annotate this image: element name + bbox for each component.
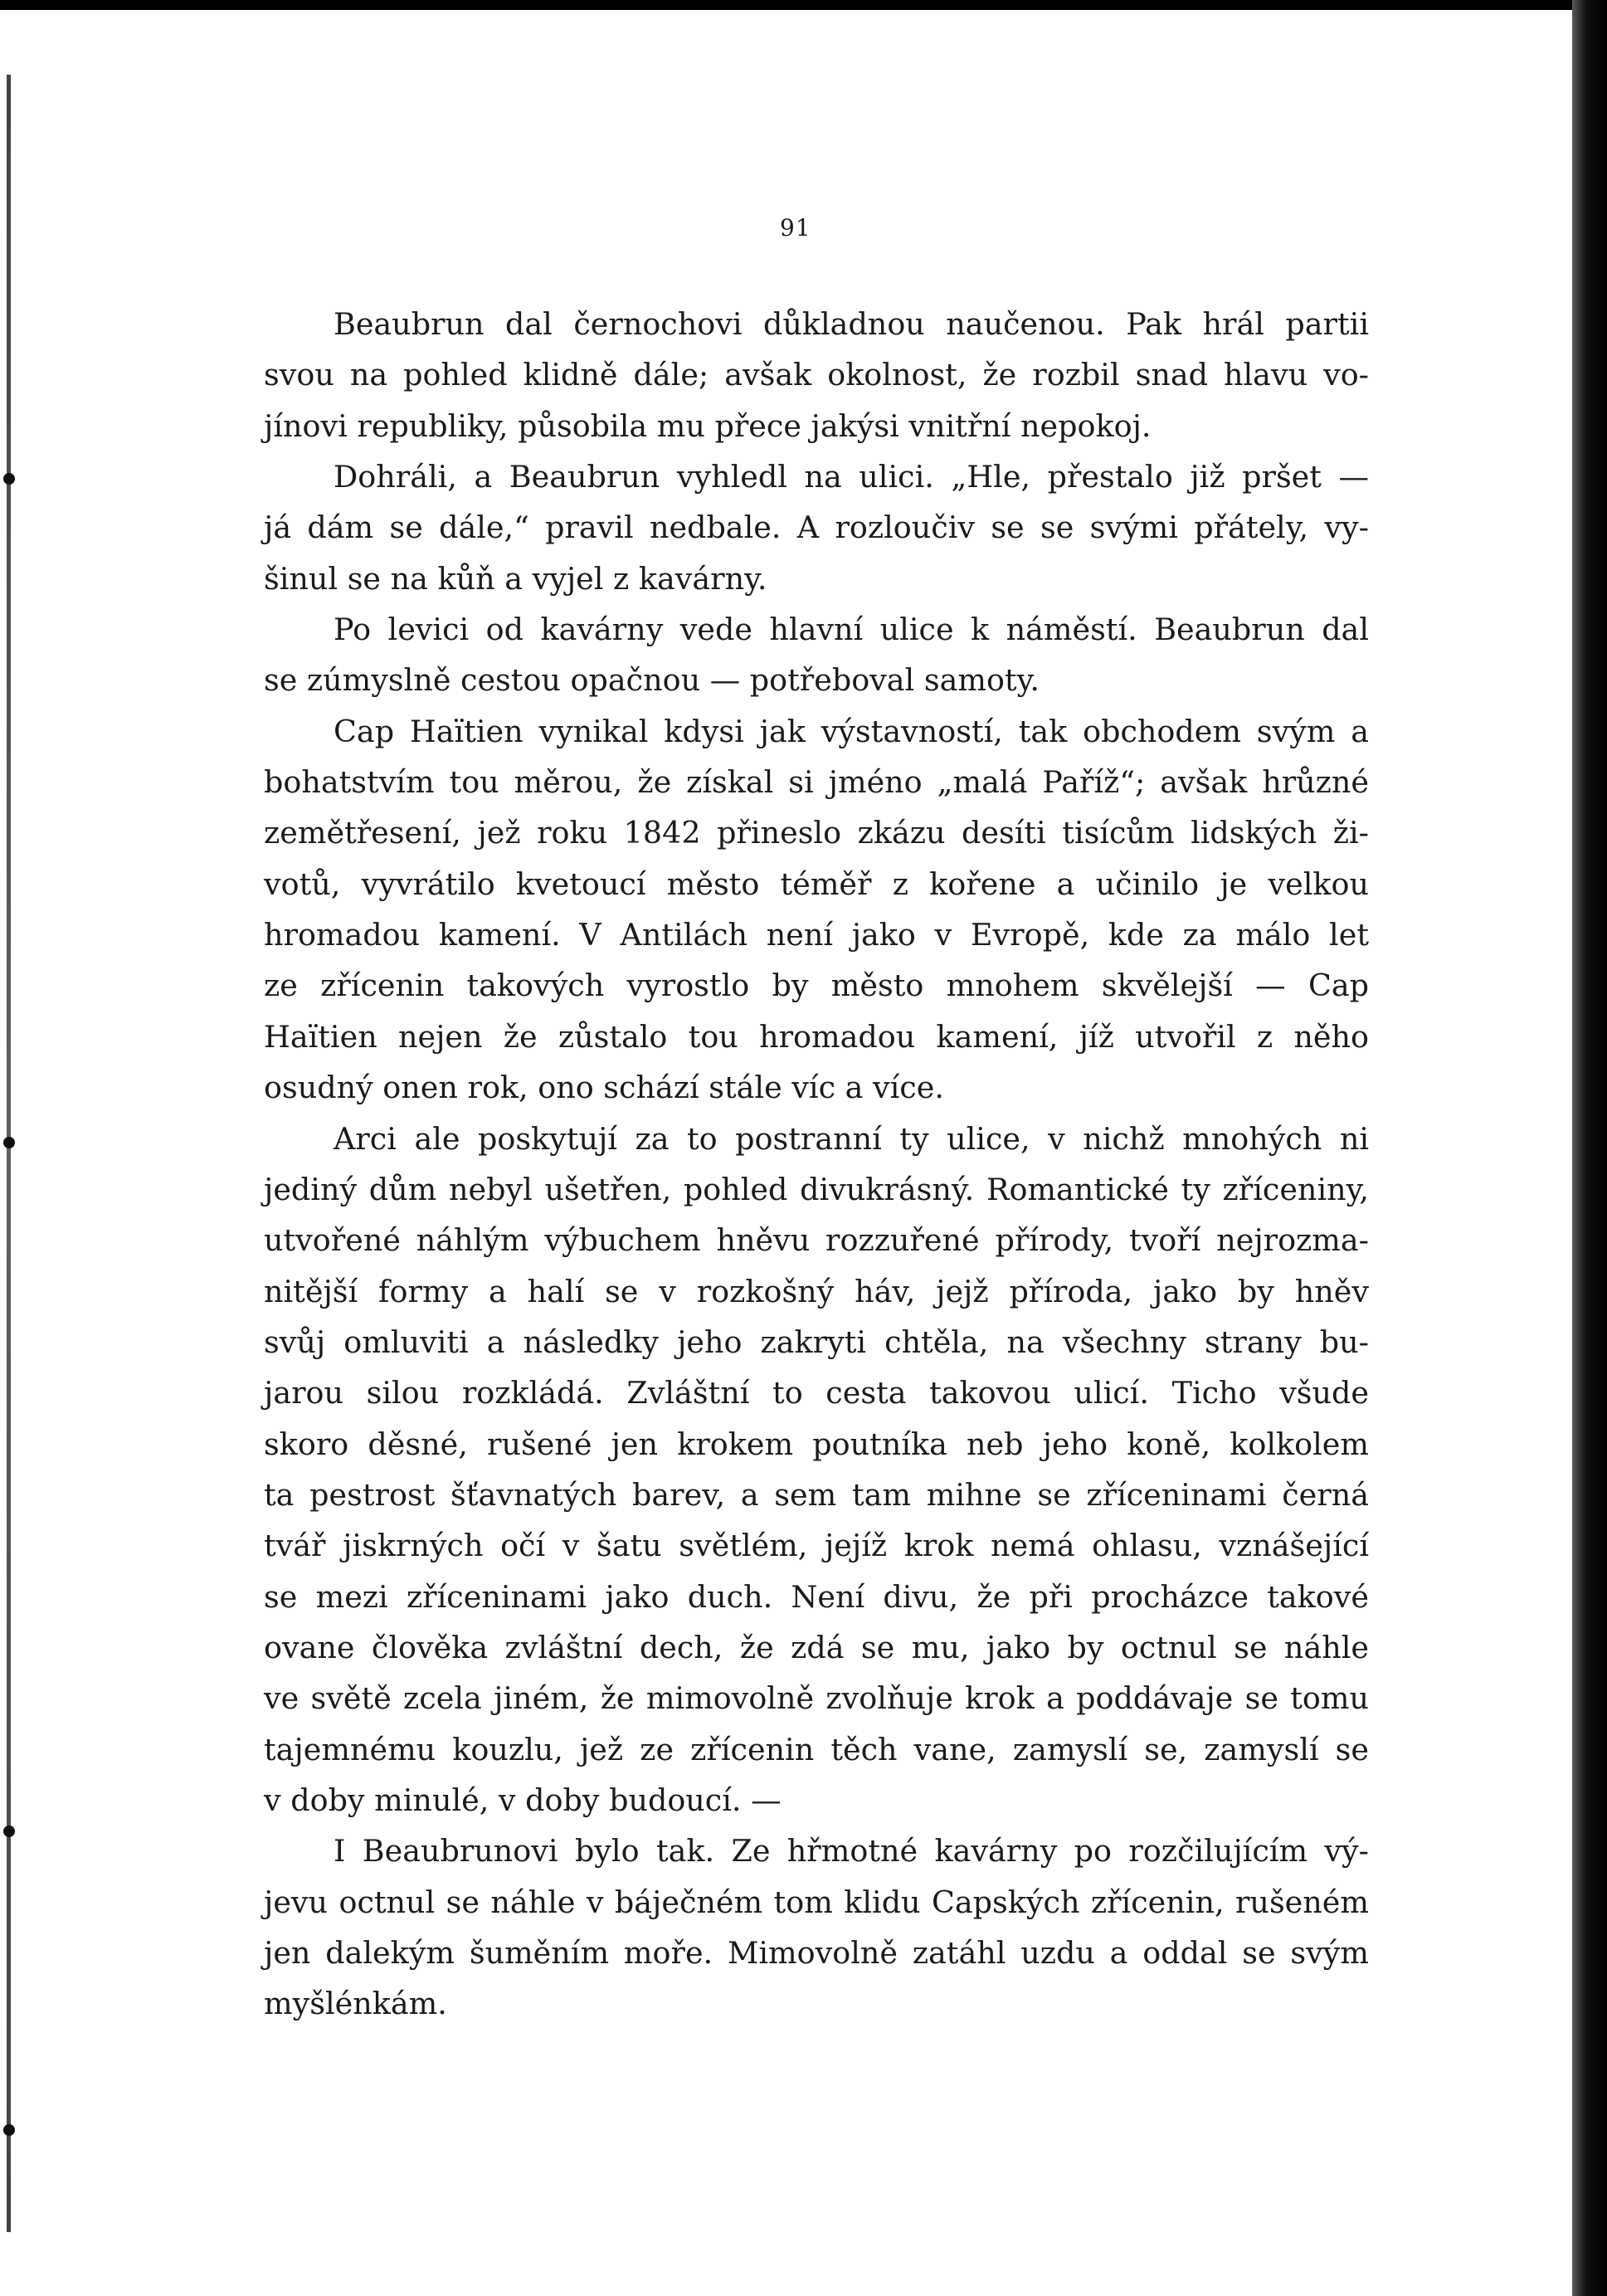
text-line: skoro děsné, rušené jen krokem poutníka neb jeho koně, kolkolem (264, 1426, 1369, 1462)
binding-hole-mark (3, 1826, 15, 1837)
text-line: ze zřícenin takových vyrostlo by město mnohem skvělejší — Cap (264, 968, 1369, 1004)
text-line: ve světě zcela jiném, že mimovolně zvolňuje krok a poddávaje se tomu (264, 1680, 1369, 1717)
text-line: tvář jiskrných očí v šatu světlém, jejíž krok nemá ohlasu, vznášející (264, 1528, 1369, 1564)
text-line: jarou silou rozkládá. Zvláštní to cesta takovou ulicí. Ticho všude (264, 1375, 1369, 1411)
text-line: Haïtien nejen že zůstalo tou hromadou kamení, jíž utvořil z něho (264, 1018, 1369, 1055)
text-line: votů, vyvrátilo kvetoucí město téměř z kořene a učinilo je velkou (264, 865, 1369, 902)
text-line: I Beaubrunovi bylo tak. Ze hřmotné kavárny po rozčilujícím vý- (334, 1833, 1369, 1869)
text-line: se mezi zříceninami jako duch. Není divu, že při procházce takové (264, 1578, 1369, 1615)
text-line: hromadou kamení. V Antilách není jako v Evropě, kde za málo let (264, 917, 1369, 953)
text-line: Dohráli, a Beaubrun vyhledl na ulici. „Hle, přestalo již pršet — (334, 459, 1369, 495)
text-line: myšlénkám. (264, 1986, 447, 2022)
text-line: ta pestrost šťavnatých barev, a sem tam mihne se zříceninami černá (264, 1476, 1369, 1513)
text-line: tajemnému kouzlu, jež ze zřícenin těch vane, zamyslí se, zamyslí se (264, 1731, 1369, 1767)
text-line: jevu octnul se náhle v báječném tom klidu Capských zřícenin, rušeném (264, 1884, 1369, 1920)
text-line: Arci ale poskytují za to postranní ty ulice, v nichž mnohých ni (334, 1120, 1369, 1157)
text-line: jediný dům nebyl ušetřen, pohled divukrásný. Romantické ty zříceniny, (264, 1171, 1369, 1207)
text-line: osudný onen rok, ono schází stále víc a více. (264, 1070, 944, 1106)
scan-border-right (1572, 0, 1607, 2296)
text-line: šinul se na kůň a vyjel z kavárny. (264, 560, 767, 597)
text-line: svůj omluviti a následky jeho zakryti chtěla, na všechny strany bu- (264, 1323, 1369, 1360)
text-line: nitější formy a halí se v rozkošný háv, jejž příroda, jako by hněv (264, 1273, 1369, 1309)
body-text (264, 299, 1369, 2030)
text-line: Beaubrun dal černochovi důkladnou naučenou. Pak hrál partii (334, 306, 1369, 342)
binding-hole-mark (3, 473, 15, 485)
text-line: ovane člověka zvláštní dech, že zdá se mu, jako by octnul se náhle (264, 1629, 1369, 1665)
text-line: utvořené náhlým výbuchem hněvu rozzuřené přírody, tvoří nejrozma- (264, 1222, 1369, 1259)
text-line: zemětřesení, jež roku 1842 přineslo zkázu desíti tisícům lidských ži- (264, 815, 1369, 851)
text-line: v doby minulé, v doby budoucí. — (264, 1782, 782, 1818)
text-line: svou na pohled klidně dále; avšak okolnost, že rozbil snad hlavu vo- (264, 357, 1369, 393)
text-line: jen dalekým šuměním moře. Mimovolně zatáhl uzdu a oddal se svým (264, 1935, 1369, 1971)
text-line: Po levici od kavárny vede hlavní ulice k náměstí. Beaubrun dal (334, 612, 1369, 648)
text-line: jínovi republiky, působila mu přece jakýsi vnitřní nepokoj. (264, 407, 1152, 444)
scan-border-top (0, 0, 1607, 10)
binding-hole-mark (3, 1137, 15, 1148)
text-line: se zúmyslně cestou opačnou — potřeboval samoty. (264, 662, 1040, 699)
text-line: Cap Haïtien vynikal kdysi jak výstavností, tak obchodem svým a (334, 713, 1369, 749)
text-line: bohatstvím tou měrou, že získal si jméno „malá Paříž“; avšak hrůzné (264, 764, 1369, 801)
text-line: já dám se dále,“ pravil nedbale. A rozloučiv se se svými přátely, vy- (264, 509, 1369, 546)
binding-hole-mark (3, 2124, 15, 2136)
page-number: 91 (780, 214, 811, 241)
scan-binding-edge (7, 75, 11, 2232)
